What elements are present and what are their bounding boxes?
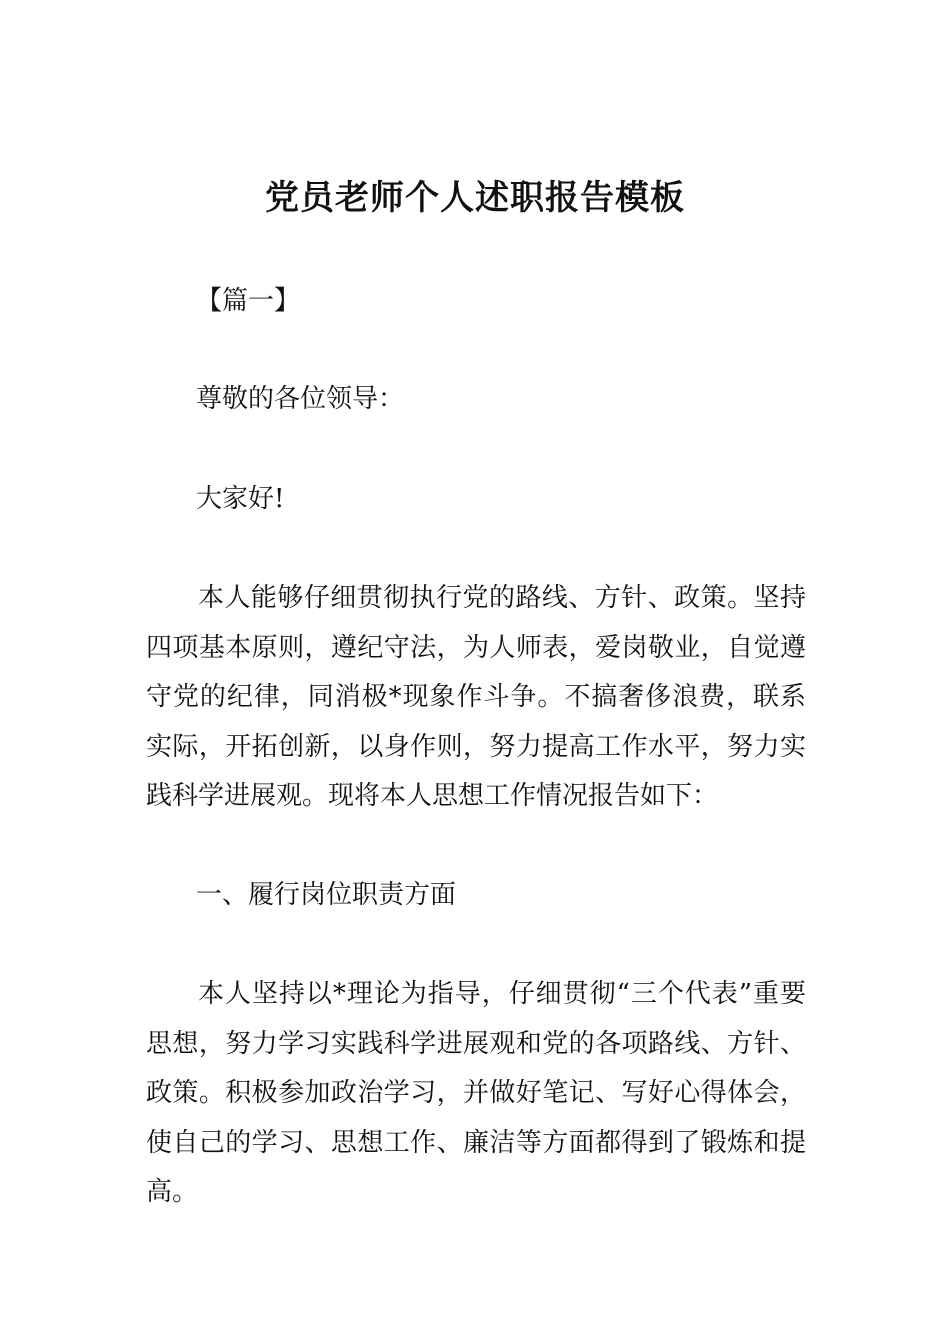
body-paragraph-2: 本人坚持以*理论为指导，仔细贯彻“三个代表”重要思想，努力学习实践科学进展观和党的各项路线、方针、政策。积极参加政治学习，并做好笔记、写好心得体会，使自己的学习、思想工作、廉洁等方面都得到了锻炼和提高。 xyxy=(146,979,806,1207)
greeting: 大家好! xyxy=(196,484,285,514)
body-paragraph-1: 本人能够仔细贯彻执行党的路线、方针、政策。坚持四项基本原则，遵纪守法，为人师表，爱岗敬业，自觉遵守党的纪律，同消极*现象作斗争。不搞奢侈浪费，联系实际，开拓创新，以身作则，努力提高工作水平，努力实践科学进展观。现将本人思想工作情况报告如下： xyxy=(146,583,806,811)
section-heading-1: 一、履行岗位职责方面 xyxy=(196,880,457,910)
section-label: 【篇一】 xyxy=(196,286,301,316)
document-title: 党员老师个人述职报告模板 xyxy=(265,178,685,218)
salutation: 尊敬的各位领导： xyxy=(196,384,405,414)
